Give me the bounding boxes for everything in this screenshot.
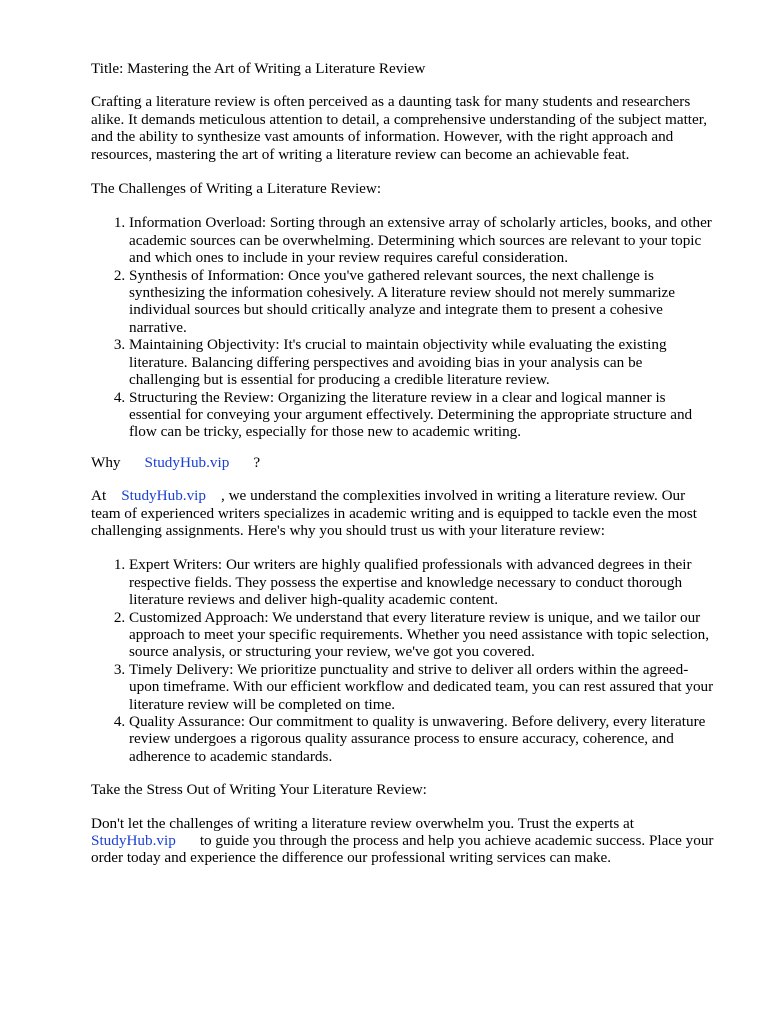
at-paragraph bbox=[91, 487, 716, 539]
studyhub-link[interactable]: StudyHub.vip bbox=[121, 487, 206, 505]
challenges-heading: The Challenges of Writing a Literature Review: bbox=[91, 180, 382, 198]
reason-item: 4. Quality Assurance: Our commitment to quality is unwavering. Before delivery, every literature review undergoes a rigorous quality assurance process to ensure accuracy, coherence, and adherence to academic standards. bbox=[129, 713, 716, 765]
reasons-list-wrapper bbox=[91, 556, 716, 765]
reason-item: 3. Timely Delivery: We prioritize punctuality and strive to deliver all orders within the agreed-upon timeframe. With our efficient workflow and dedicated team, you can rest assured that your literature review will be completed on time. bbox=[129, 661, 716, 713]
challenges-list bbox=[91, 214, 716, 440]
closing-paragraph bbox=[91, 815, 716, 867]
why-suffix: ? bbox=[253, 453, 261, 471]
at-suffix: , we understand the complexities involved in writing a literature review. Our team of experienced writers specializes in academic writing and is equipped to tackle even the most challenging assignments. Here's why you should trust us with your literature review: bbox=[91, 487, 698, 539]
challenge-item: 3. Maintaining Objectivity: It's crucial to maintain objectivity while evaluating the existing literature. Balancing differing perspectives and avoiding bias in your analysis can be challenging but is essential for producing a credible literature review. bbox=[129, 336, 716, 388]
closing-suffix: to guide you through the process and help you achieve academic success. Place your order today and experience the difference our professional writing services can make. bbox=[91, 832, 714, 867]
document-title: Title: Mastering the Art of Writing a Literature Review bbox=[91, 60, 426, 77]
reason-item: 1. Expert Writers: Our writers are highly qualified professionals with advanced degrees in their respective fields. They possess the expertise and knowledge necessary to conduct thorough literature reviews and deliver high-quality academic content. bbox=[129, 556, 716, 608]
reasons-list bbox=[91, 556, 716, 765]
challenge-item: 2. Synthesis of Information: Once you've gathered relevant sources, the next challenge is synthesizing the information cohesively. A literature review should not merely summarize individual sources but should critically analyze and integrate them to present a cohesive narrative. bbox=[129, 267, 716, 337]
stress-heading: Take the Stress Out of Writing Your Literature Review: bbox=[91, 781, 427, 799]
studyhub-link[interactable]: StudyHub.vip bbox=[91, 832, 176, 850]
at-prefix: At bbox=[91, 487, 107, 505]
challenges-list-wrapper bbox=[91, 214, 716, 440]
reason-item: 2. Customized Approach: We understand that every literature review is unique, and we tailor our approach to meet your specific requirements. Whether you need assistance with topic selection, source analysis, or structuring your review, we've got you covered. bbox=[129, 609, 716, 661]
why-line bbox=[91, 454, 716, 471]
intro-paragraph: Crafting a literature review is often perceived as a daunting task for many students and researchers alike. It demands meticulous attention to detail, a comprehensive understanding of the subject matter, and the ability to synthesize vast amounts of information. However, with the right approach and resources, mastering the art of writing a literature review can become an achievable feat. bbox=[91, 93, 707, 163]
challenge-item: 1. Information Overload: Sorting through an extensive array of scholarly articles, books, and other academic sources can be overwhelming. Determining which sources are relevant to your topic and which ones to include in your review requires careful consideration. bbox=[129, 214, 716, 266]
studyhub-link[interactable]: StudyHub.vip bbox=[144, 453, 230, 471]
document-page bbox=[91, 60, 716, 867]
challenge-item: 4. Structuring the Review: Organizing the literature review in a clear and logical manner is essential for conveying your argument effectively. Determining the appropriate structure and flow can be tricky, especially for those new to academic writing. bbox=[129, 389, 716, 441]
closing-prefix: Don't let the challenges of writing a literature review overwhelm you. Trust the experts at bbox=[91, 814, 635, 832]
why-prefix: Why bbox=[91, 453, 121, 471]
